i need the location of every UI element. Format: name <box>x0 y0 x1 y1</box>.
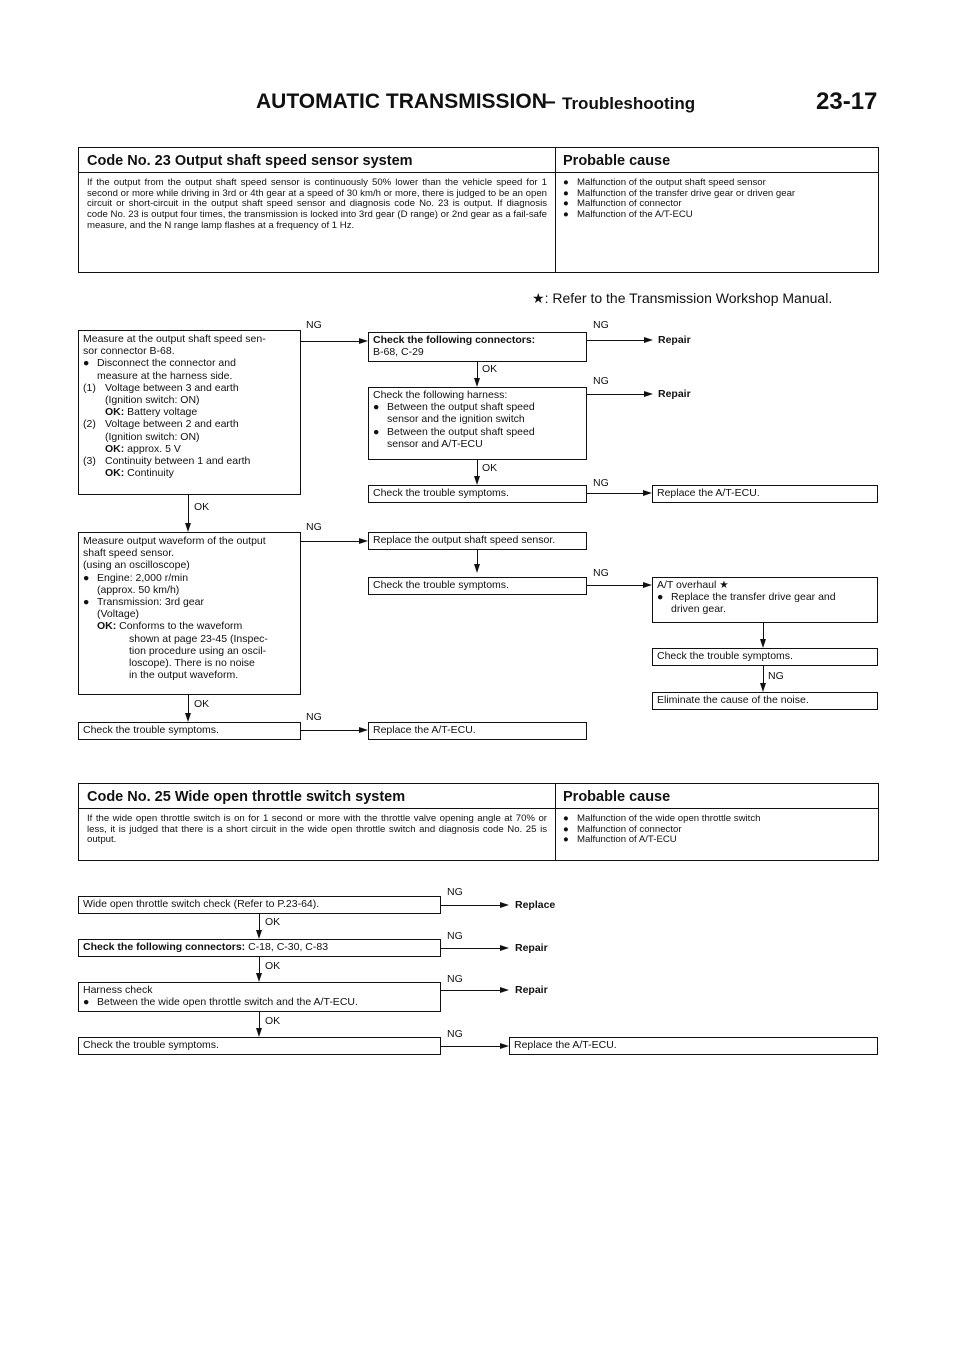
cause-item: ● Malfunction of the output shaft speed sensor <box>563 177 766 188</box>
step-check-symptoms: Check the trouble symptoms. <box>368 577 587 595</box>
star-icon: ★ <box>532 290 545 306</box>
result-repair: Repair <box>658 388 691 400</box>
code23-description: If the output from the output shaft speed sensor is continuously 50% lower than the vehicle speed for 1 second or more while driving in 3rd or 4th gear at a speed of 30 km/h or more, there is judged to be an open circuit or short-circuit in the output shaft speed sensor and diagnosis code No. 23 is output. If diagnosis code No. 23 is output four times, the transmission is locked into 3rd gear (D range) or 2nd gear as a fail-safe measure, and the N range lamp flashes at a frequency of 1 Hz. <box>87 177 547 231</box>
code25-table <box>78 783 879 861</box>
cause-item: ● Malfunction of the A/T-ECU <box>563 209 693 221</box>
step-measure-waveform: Measure output waveform of the output shaft speed sensor. (using an oscilloscope) ● Engine: 2,000 r/min (approx. 50 km/h) ● Transmission: 3rd gear (Voltage) OK: Conforms to the waveform shown at page 23-45 (Inspec- tion procedure using an oscil- loscope). There is no noise in the output waveform. <box>78 532 301 695</box>
step-check-harness: Check the following harness: ● Between the output shaft speed sensor and the ignition switch ● Between the output shaft speed sensor and A/T-ECU <box>368 387 587 460</box>
step-wot-switch-check: Wide open throttle switch check (Refer to P.23-64). <box>78 896 441 914</box>
reference-note: ★: Refer to the Transmission Workshop Manual. <box>532 290 833 306</box>
result-repair: Repair <box>515 984 548 996</box>
result-repair: Repair <box>515 942 548 954</box>
step-check-connectors: Check the following connectors: B-68, C-29 <box>368 332 587 362</box>
code23-causes <box>563 178 873 221</box>
code23-title: Code No. 23 Output shaft speed sensor system <box>87 153 413 169</box>
code25-description: If the wide open throttle switch is on for 1 second or more with the throttle valve opening angle at 70% or less, it is judged that there is a short circuit in the wide open throttle switch and diagnosis code No. 25 is output. <box>87 813 547 846</box>
step-measure-sensor-connector: Measure at the output shaft speed sen- sor connector B-68. ● Disconnect the connector and measure at the harness side. (1) Voltage between 3 and earth (Ignition switch: ON) OK: Battery voltage (2) Voltage between 2 and earth (Ignition switch: ON) OK: approx. 5 V (3) Continuity between 1 and earth OK: Continuity <box>78 330 301 495</box>
step-check-symptoms: Check the trouble symptoms. <box>78 1037 441 1055</box>
result-replace-at-ecu: Replace the A/T-ECU. <box>509 1037 878 1055</box>
header-separator: – <box>544 90 556 113</box>
header-subtitle: Troubleshooting <box>562 94 696 113</box>
result-repair: Repair <box>658 334 691 346</box>
star-icon: ★ <box>719 579 729 591</box>
page-header <box>228 88 888 118</box>
code25-title: Code No. 25 Wide open throttle switch system <box>87 789 406 805</box>
step-eliminate-noise: Eliminate the cause of the noise. <box>652 692 878 710</box>
result-replace-at-ecu: Replace the A/T-ECU. <box>368 722 587 740</box>
code23-table <box>78 147 879 273</box>
step-check-symptoms: Check the trouble symptoms. <box>652 648 878 666</box>
step-harness-check: Harness check ● Between the wide open throttle switch and the A/T-ECU. <box>78 982 441 1012</box>
code23-probable-cause-label: Probable cause <box>563 153 671 169</box>
result-replace-at-ecu: Replace the A/T-ECU. <box>652 485 878 503</box>
step-check-symptoms: Check the trouble symptoms. <box>368 485 587 503</box>
result-replace: Replace <box>515 899 556 911</box>
step-replace-sensor: Replace the output shaft speed sensor. <box>368 532 587 550</box>
ng-label: NG <box>306 319 322 331</box>
cause-item: ● Malfunction of the wide open throttle switch <box>563 813 761 824</box>
code25-probable-cause-label: Probable cause <box>563 789 671 805</box>
cause-item: ● Malfunction of the transfer drive gear or driven gear <box>563 187 796 199</box>
cause-item: ● Malfunction of connector <box>563 823 682 835</box>
cause-item: ● Malfunction of A/T-ECU <box>563 834 677 846</box>
step-check-symptoms: Check the trouble symptoms. <box>78 722 301 740</box>
page: AUTOMATIC TRANSMISSION – Troubleshooting 23-17 Code No. 23 Output shaft speed sensor system Probable cause If the output from the output shaft speed sensor is continuously 50% lower than the vehicle speed for 1 second or more while driving in 3rd or 4th gear at a speed of 30 km/h or more, there is judged to be an open circuit or short-circuit in the output shaft speed sensor and diagnosis code No. 23 is output. If diagnosis code No. 23 is output four times, the transmission is locked into 3rd gear (D range) or 2nd gear as a fail-safe measure, and the N range lamp flashes at a frequency of 1 Hz. ● Malfunction of the output shaft speed sensor ● Malfunction of the transfer drive gear or driven gear ● Malfunction of connector ● Malfunction of the A/T-ECU ★: Refer to the Transmission Workshop Manual. Measure at the output shaft speed sen- sor connector B-68. ● Disconnect the connector and measure at the harness side. (1) Voltage between 3 and earth (Ignition switch: ON) OK: Battery voltage (2) Voltage between 2 and earth (Ignition switch: ON) OK: approx. 5 V (3) Continuity between 1 and earth OK: Continuity NG Check the following connectors: B-68, C-29 NG Repair OK Check the following harness: ● Between the output shaft speed sensor and the ignition switch ● Between the output shaft speed sensor and A/T-ECU NG Repair OK Check the trouble symptoms. NG Replace the A/T-ECU. OK Measure output waveform of the output shaft speed sensor. (using an oscilloscope) ● Engine: 2,000 r/min (approx. 50 km/h) ● Transmission: 3rd gear (Voltage) OK: Conforms to the waveform shown at page 23-45 (Inspec- tion procedure using an oscil- loscope). There is no noise in the output waveform. NG Replace the output shaft speed sensor. Check the trouble symptoms. NG A/T overhaul ★ ● Replace the transfer drive gear and driven gear. Check the trouble symptoms. NG Eliminate the cause of the noise. OK Check the trouble symptoms. NG Replace the A/T-ECU. Code No. 25 Wide open throttle switch system Probable cause If the wide open throttle switch is on for 1 second or more with the throttle valve opening angle at 70% or less, it is judged that there is a short circuit in the wide open throttle switch and diagnosis code No. 25 is output. ● Malfunction of the wide open throttle switch ● Malfunction of connector ● Malfunction of A/T-ECU Wide open throttle switch check (Refer to P.23-64). NG Replace OK Check the following connectors: C-18, C-30, C-83 NG Repair OK Harness check ● Between the wide open throttle switch and the A/T-ECU. NG Repair OK Check the trouble symptoms. NG Replace the A/T-ECU. <box>0 0 960 1358</box>
cause-item: ● Malfunction of connector <box>563 198 682 210</box>
header-title: AUTOMATIC TRANSMISSION <box>256 90 547 113</box>
page-number: 23-17 <box>816 88 878 115</box>
step-check-connectors: Check the following connectors: C-18, C-30, C-83 <box>78 939 441 957</box>
step-at-overhaul: A/T overhaul ★ ● Replace the transfer drive gear and driven gear. <box>652 577 878 623</box>
code25-causes <box>563 814 873 846</box>
